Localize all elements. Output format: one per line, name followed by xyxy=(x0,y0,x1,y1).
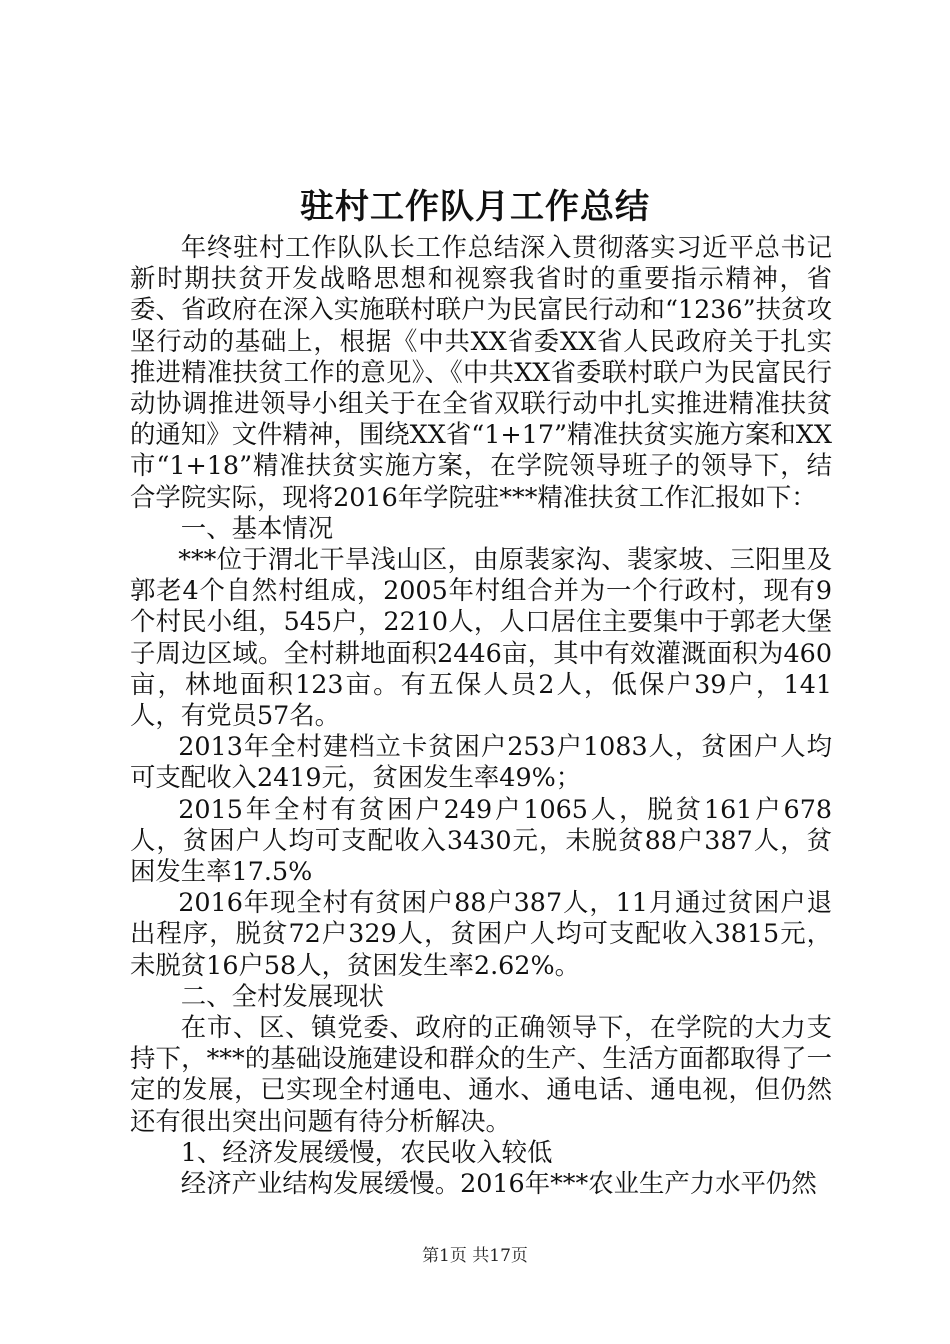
subheading-economy: 1、经济发展缓慢，农民收入较低 xyxy=(180,1136,553,1167)
paragraph-status: 在市、区、镇党委、政府的正确领导下，在学院的大力支持下，***的基础设施建设和群众的生产、生活方面都取得了一定的发展，已实现全村通电、通水、通电话、通电视，但仍然还有很出突出问题有待分析解决。 xyxy=(130,1012,832,1136)
paragraph-economy: 经济产业结构发展缓慢。2016年***农业生产力水平仍然 xyxy=(180,1168,817,1199)
paragraph-basic-info: ***位于渭北干旱浅山区，由原裴家沟、裴家坡、三阳里及郭老4个自然村组成，2005年村组合并为一个行政村，现有9个村民小组，545户，2210人，人口居住主要集中于郭老大堡子周边区域。全村耕地面积2446亩，其中有效灌溉面积为460亩，林地面积123亩。有五保人员2人，低保户39户，141人，有党员57名。 xyxy=(130,544,832,731)
section-heading-basic: 一、基本情况 xyxy=(180,512,334,543)
document-body xyxy=(130,232,832,1199)
paragraph-2015-stats: 2015年全村有贫困户249户1065人，脱贫161户678人，贫困户人均可支配收入3430元，未脱贫88户387人，贫困发生率17.5% xyxy=(130,793,832,887)
paragraph-2013-stats: 2013年全村建档立卡贫困户253户1083人，贫困户人均可支配收入2419元，贫困发生率49%； xyxy=(130,731,832,793)
page-footer: 第1页 共17页 xyxy=(422,1246,528,1266)
paragraph-2016-stats: 2016年现全村有贫困户88户387人，11月通过贫困户退出程序，脱贫72户329人，贫困户人均可支配收入3815元，未脱贫16户58人，贫困发生率2.62%。 xyxy=(130,887,832,980)
paragraph-intro: 年终驻村工作队队长工作总结深入贯彻落实习近平总书记新时期扶贫开发战略思想和视察我省时的重要指示精神，省委、省政府在深入实施联村联户为民富民行动和“1236”扶贫攻坚行动的基础上，根据《中共XX省委XX省人民政府关于扎实推进精准扶贫工作的意见》、《中共XX省委联村联户为民富民行动协调推进领导小组关于在全省双联行动中扎实推进精准扶贫的通知》文件精神，围绕XX省“1+17”精准扶贫实施方案和XX市“1+18”精准扶贫实施方案，在学院领导班子的领导下，结合学院实际，现将2016年学院驻***精准扶贫工作汇报如下： xyxy=(130,232,832,512)
section-heading-status: 二、全村发展现状 xyxy=(180,980,384,1011)
page-title: 驻村工作队月工作总结 xyxy=(300,187,650,227)
